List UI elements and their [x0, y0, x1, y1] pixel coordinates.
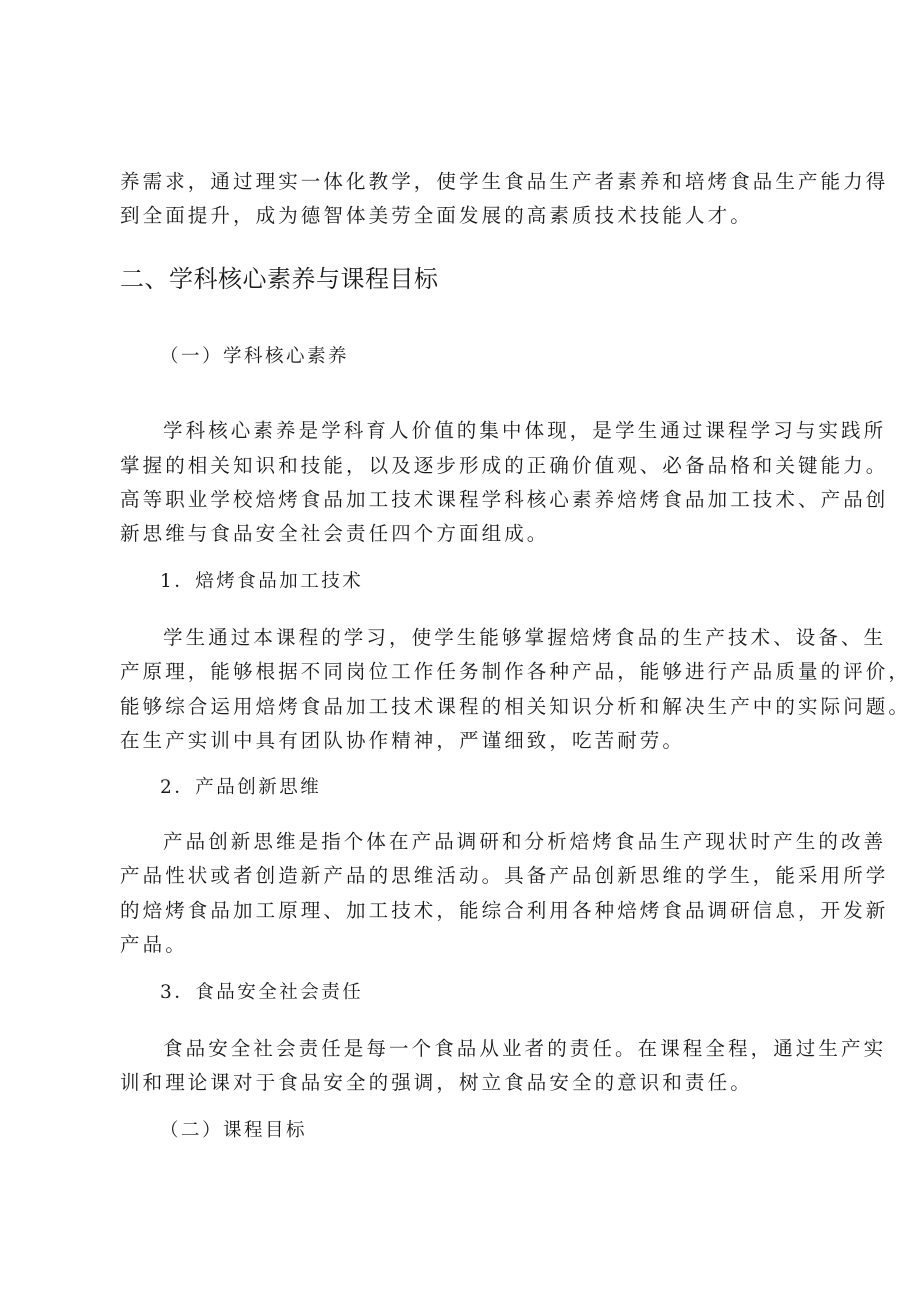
subsection-heading-core-literacy: （一）学科核心素养 [160, 346, 350, 367]
section-heading: 二、学科核心素养与课程目标 [120, 265, 439, 293]
intro-line-2: 到全面提升，成为德智体美劳全面发展的高素质技术技能人才。 [120, 204, 753, 227]
paragraph-line: 学科核心素养是学科育人价值的集中体现，是学生通过课程学习与实践所 [163, 419, 887, 442]
item-1-line: 学生通过本课程的学习，使学生能够掌握焙烤食品的生产技术、设备、生 [163, 626, 887, 649]
item-2-line: 产品性状或者创造新产品的思维活动。具备产品创新思维的学生，能采用所学 [120, 864, 889, 887]
paragraph-line: 掌握的相关知识和技能，以及逐步形成的正确价值观、必备品格和关键能力。 [120, 454, 889, 477]
item-heading-3: 3．食品安全社会责任 [160, 982, 364, 1003]
item-3-line: 食品安全社会责任是每一个食品从业者的责任。在课程全程，通过生产实 [163, 1037, 887, 1060]
item-2-line: 的焙烤食品加工原理、加工技术，能综合利用各种焙烤食品调研信息，开发新 [120, 899, 889, 922]
item-1-line: 产原理，能够根据不同岗位工作任务制作各种产品，能够进行产品质量的评价， [120, 660, 912, 683]
paragraph-line: 高等职业学校焙烤食品加工技术课程学科核心素养焙烤食品加工技术、产品创 [120, 488, 889, 511]
item-heading-2: 2．产品创新思维 [160, 777, 322, 798]
item-2-line: 产品。 [120, 933, 188, 956]
intro-line-1: 养需求，通过理实一体化教学，使学生食品生产者素养和培烤食品生产能力得 [120, 170, 889, 193]
item-heading-1: 1．焙烤食品加工技术 [160, 571, 364, 592]
item-3-line: 训和理论课对于食品安全的强调，树立食品安全的意识和责任。 [120, 1071, 753, 1094]
paragraph-line: 新思维与食品安全社会责任四个方面组成。 [120, 522, 550, 545]
item-1-line: 在生产实训中具有团队协作精神，严谨细致，吃苦耐劳。 [120, 729, 686, 752]
item-1-line: 能够综合运用焙烤食品加工技术课程的相关知识分析和解决生产中的实际问题。 [120, 695, 912, 718]
item-2-line: 产品创新思维是指个体在产品调研和分析焙烤食品生产现状时产生的改善 [163, 830, 887, 853]
subsection-heading-course-goals: （二）课程目标 [160, 1120, 308, 1141]
